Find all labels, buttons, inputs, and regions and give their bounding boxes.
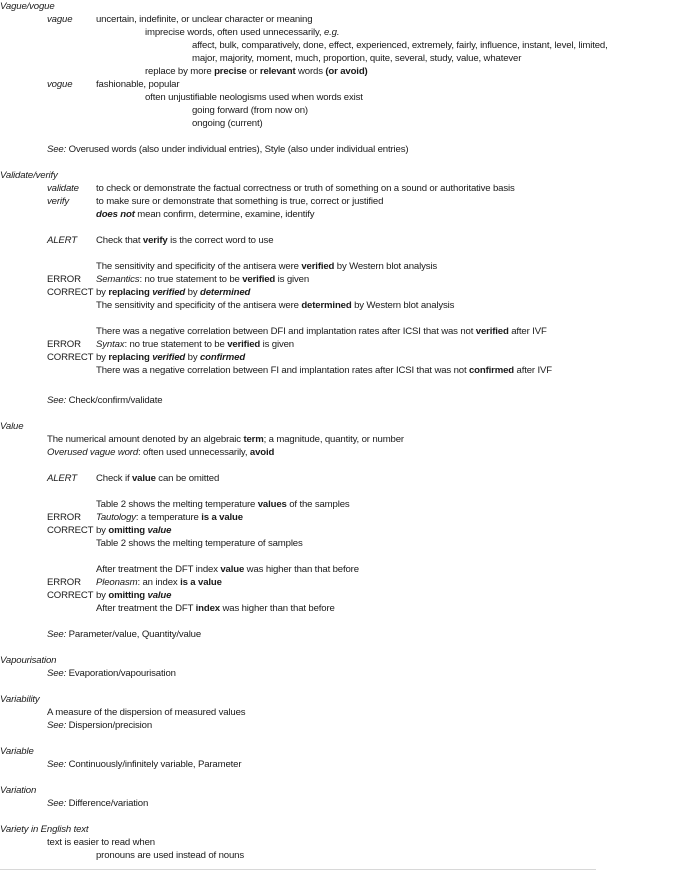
error-label: ERROR	[47, 512, 81, 523]
corrected-sentence-4: After treatment the DFT index was higher than that before	[96, 603, 335, 614]
example-ongoing: ongoing (current)	[192, 118, 263, 129]
error-explanation-4: Pleonasm: an index is a value	[96, 577, 222, 588]
definition-verify: to make sure or demonstrate that something is true, correct or justified	[96, 196, 384, 207]
entry-heading-value: Value	[0, 421, 24, 432]
headword-vague: vague	[47, 14, 73, 25]
correction-rule-1: by replacing verified by determined	[96, 287, 251, 298]
note-does-not-mean: does not mean confirm, determine, examine, identify	[96, 209, 315, 220]
see-also-validate: See: Check/confirm/validate	[47, 395, 163, 406]
definition-vogue: fashionable, popular	[96, 79, 180, 90]
error-label: ERROR	[47, 339, 81, 350]
definition-vague: uncertain, indefinite, or unclear character or meaning	[96, 14, 313, 25]
error-explanation-1: Semantics: no true statement to be verified is given	[96, 274, 310, 285]
headword-verify: verify	[47, 196, 70, 207]
example-sentence-2: There was a negative correlation between DFI and implantation rates after ICSI that was not verified after IVF	[96, 326, 547, 337]
correct-label: CORRECT	[47, 590, 94, 601]
error-explanation-2: Syntax: no true statement to be verified is given	[96, 339, 294, 350]
entry-heading-vapourisation: Vapourisation	[0, 655, 57, 666]
alert-text-value: Check if value can be omitted	[96, 473, 220, 484]
definition-value: The numerical amount denoted by an algebraic term; a magnitude, quantity, or number	[47, 434, 404, 445]
see-also-vague: See: Overused words (also under individual entries), Style (also under individual entries)	[47, 144, 409, 155]
definition-variability: A measure of the dispersion of measured values	[47, 707, 246, 718]
example-sentence-1: The sensitivity and specificity of the antisera were verified by Western blot analysis	[96, 261, 437, 272]
see-also-value: See: Parameter/value, Quantity/value	[47, 629, 202, 640]
alert-label: ALERT	[47, 473, 77, 484]
see-also-variation: See: Difference/variation	[47, 798, 149, 809]
entry-heading-vague: Vague/vogue	[0, 1, 55, 12]
correction-rule-3: by omitting value	[96, 525, 172, 536]
see-also-variability: See: Dispersion/precision	[47, 720, 153, 731]
variety-note-2: pronouns are used instead of nouns	[96, 850, 244, 861]
error-label: ERROR	[47, 577, 81, 588]
page-divider	[0, 869, 596, 870]
vague-word-list-2: major, majority, moment, much, proportion, quite, several, study, value, whatever	[192, 53, 522, 64]
entry-heading-variable: Variable	[0, 746, 34, 757]
corrected-sentence-2: There was a negative correlation between FI and implantation rates after ICSI that was not confirmed after IVF	[96, 365, 552, 376]
corrected-sentence-3: Table 2 shows the melting temperature of samples	[96, 538, 303, 549]
example-sentence-4: After treatment the DFT index value was higher than that before	[96, 564, 359, 575]
entry-heading-validate: Validate/verify	[0, 170, 58, 181]
vague-word-list-1: affect, bulk, comparatively, done, effect, experienced, extremely, fairly, influence, instant, level, limited,	[192, 40, 608, 51]
example-sentence-3: Table 2 shows the melting temperature values of the samples	[96, 499, 350, 510]
see-also-variable: See: Continuously/infinitely variable, Parameter	[47, 759, 242, 770]
corrected-sentence-1: The sensitivity and specificity of the antisera were determined by Western blot analysis	[96, 300, 455, 311]
note-imprecise-words: imprecise words, often used unnecessarily, e.g.	[145, 27, 340, 38]
example-going-forward: going forward (from now on)	[192, 105, 308, 116]
error-explanation-3: Tautology: a temperature is a value	[96, 512, 243, 523]
correct-label: CORRECT	[47, 352, 94, 363]
headword-vogue: vogue	[47, 79, 73, 90]
correct-label: CORRECT	[47, 525, 94, 536]
correction-rule-4: by omitting value	[96, 590, 172, 601]
alert-label: ALERT	[47, 235, 77, 246]
entry-heading-variation: Variation	[0, 785, 37, 796]
variety-note-1: text is easier to read when	[47, 837, 155, 848]
entry-heading-variety: Variety in English text	[0, 824, 89, 835]
definition-validate: to check or demonstrate the factual correctness or truth of something on a sound or authoritative basis	[96, 183, 515, 194]
headword-validate: validate	[47, 183, 79, 194]
note-neologisms: often unjustifiable neologisms used when words exist	[145, 92, 363, 103]
note-replace: replace by more precise or relevant words (or avoid)	[145, 66, 368, 77]
see-also-vapourisation: See: Evaporation/vapourisation	[47, 668, 176, 679]
correct-label: CORRECT	[47, 287, 94, 298]
entry-heading-variability: Variability	[0, 694, 40, 705]
note-overused: Overused vague word: often used unnecessarily, avoid	[47, 447, 275, 458]
error-label: ERROR	[47, 274, 81, 285]
correction-rule-2: by replacing verified by confirmed	[96, 352, 246, 363]
alert-text-verify: Check that verify is the correct word to use	[96, 235, 274, 246]
